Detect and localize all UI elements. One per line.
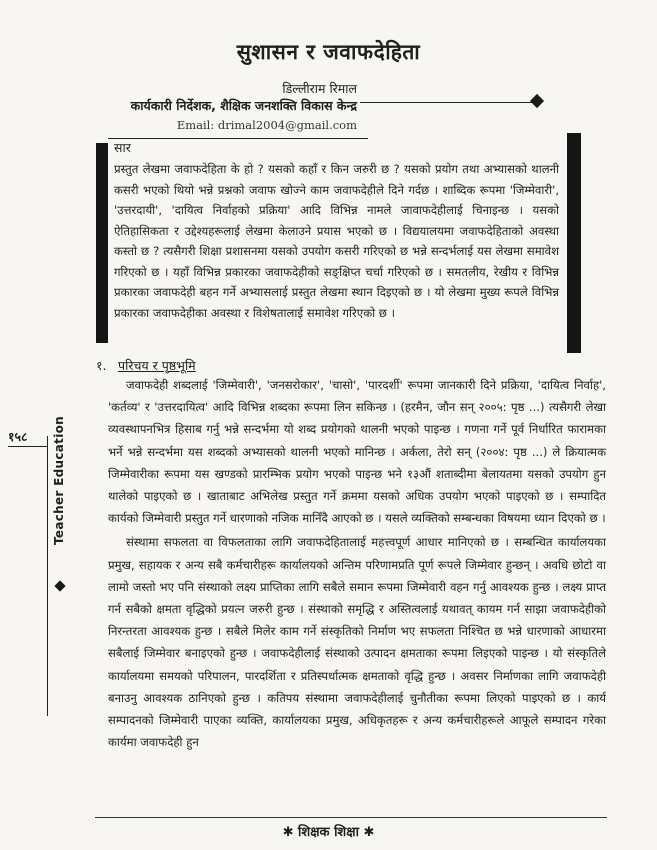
abstract-right-bar <box>567 133 581 353</box>
section-number: १. <box>96 358 107 373</box>
paragraph: जवाफदेही शब्दलाई 'जिम्मेवारी', 'जनसरोकार', 'चासो', 'पारदर्शी' रूपमा जानकारी दिने प्रक्रिया, 'दायित्व निर्वाह', 'कर्तव्य' र 'उत्तरदायित्व' आदि विभिन्न शब्दका रूपमा लिन सकिन्छ । (हरमैन, जौन सन् २००५: पृष्ठ ...) त्यसैगरी लेखा व्यवस्थापनभित्र हिसाब गर्नु भन्ने सन्दर्भमा यो शब्द प्रयोगको थालनी भएको पाइन्छ । गणना गर्ने पूर्व निर्धारित फारामका भर्ने भन्ने सन्दर्भमा यस शब्दको अभ्यासको थालनी भएको मानिन्छ । अर्कला, तेरो सन् (२००४: पृष्ठ ...) ले क्रियात्मक जिम्मेवारीका रूपमा यस खण्डको प्रारम्भिक प्रयोग भएको पाइन्छ भने १३औं शताब्दीमा बेलायतमा यसको उपयोग हुन थालेको पाइएको छ । खाताबाट अभिलेख प्रस्तुत गर्ने क्रममा यसको अधिक उपयोग भएको पाइएको छ । सम्पादित कार्यको जिम्मेवारी प्रस्तुत गर्ने धारणाको नजिक मानिँदै आएको छ । यसले व्यक्तिको सम्बन्धका विषयमा ध्यान दिएको छ । <box>108 378 606 526</box>
footer-rule <box>95 817 607 818</box>
paragraph: संस्थामा सफलता वा विफलताका लागि जवाफदेहितालाई महत्त्वपूर्ण आधार मानिएको छ । सम्बन्धित कार्यालयका प्रमुख, सहायक र अन्य सबै कर्मचारीहरू कार्यालयको अन्तिम परिणामप्रति पूर्ण रूपले जिम्मेवार हुन्छन् । अवधि छोटो वा लामो जस्तो भए पनि संस्थाको लक्ष्य प्राप्तिका लागि सबैले समान रूपमा जिम्मेवारी वहन गर्नु आवश्यक हुन्छ । लक्ष्य प्राप्त गर्न सबैको क्षमता वृद्धिको प्रयत्न जरुरी हुन्छ । संस्थाको समृद्धि र अस्तित्वलाई यथावत् कायम गर्न साझा जवाफदेहीको निरन्तरता आवश्यक हुन्छ । सबैले मिलेर काम गर्ने संस्कृतिको निर्माण भए सफलता निश्चित छ भन्ने धारणाको आधारमा सबैलाई जिम्मेवार बनाइएको हुन्छ । जवाफदेहीलाई संस्थाको उत्पादन क्षमताका रूपमा लिइएको पाइन्छ । यो संस्कृतिले कार्यालयमा समयको परिपालन, पारदर्शिता र प्रतिस्पर्धात्मक क्षमताको वृद्धि हुन्छ । अवसर निर्माणका लागि जवाफदेही बनाउनु आवश्यक ठानिएको हुन्छ । कतिपय संस्थामा जवाफदेहीलाई चुनौतीका रूपमा लिएको पाइएको छ । कार्य सम्पादनको जिम्मेवारी पाएका व्यक्ति, कार्यालयका प्रमुख, अधिकृतहरू र अन्य कर्मचारीहरूले आफूले सम्पादन गरेका कार्यमा जवाफदेही हुन <box>108 535 606 750</box>
margin-diamond-ornament <box>54 580 65 591</box>
page-number-rule <box>8 446 48 447</box>
body-text <box>108 374 606 753</box>
affiliation-rule <box>360 102 532 103</box>
author-email: Email: drimal2004@gmail.com <box>176 118 357 132</box>
article-title: सुशासन र जवाफदेहिता <box>236 40 421 64</box>
abstract-left-bar <box>96 143 108 343</box>
journal-footer: ✱ शिक्षक शिक्षा ✱ <box>282 825 375 840</box>
abstract-text: प्रस्तुत लेखमा जवाफदेहिता के हो ? यसको कहाँ र किन जरुरी छ ? यसको प्रयोग तथा अभ्यासको थालनी कसरी भएको थियो भन्ने प्रश्नको जवाफ खोज्ने काम जवाफदेहीले दिने गर्दछ । शाब्दिक रूपमा 'जिम्मेवारी', 'उत्तरदायी', 'दायित्व निर्वाहको प्रक्रिया' आदि विभिन्न नामले जावाफदेहीलाई चिनाइन्छ । यसको ऐतिहासिकता र उद्देश्यहरूलाई लेखमा केलाउने प्रयास भएको छ । विद्ययालयमा जवाफदेहिताको अवस्था कस्तो छ ? त्यसैगरी शिक्षा प्रशासनमा यसको उपयोग कसरी गरिएको छ भन्ने सन्दर्भलाई यस लेखमा समावेश गरिएको छ । यहाँ विभिन्न प्रकारका जवाफदेहीको सङ्क्षिप्त चर्चा गरिएको छ । समतलीय, रेखीय र विभिन्न प्रकारका जवाफदेही बहन गर्ने अभ्यासलाई प्रस्तुत लेखमा स्थान दिइएको छ । यो लेखमा मुख्य रूपले विभिन्न प्रकारका जवाफदेहीका अवस्था र विशेषतालाई समावेश गरिएको छ । <box>114 162 559 320</box>
diamond-ornament <box>530 94 544 108</box>
page-number: १५८ <box>8 429 28 444</box>
journal-side-label: Teacher Education <box>52 416 66 545</box>
abstract-label: सार <box>114 140 131 155</box>
abstract-box <box>96 133 581 353</box>
author-name: डिल्लीराम रिमाल <box>282 81 357 96</box>
section-title: परिचय र पृष्ठभूमि <box>118 358 196 373</box>
author-affiliation: कार्यकारी निर्देशक, शैक्षिक जनशक्ति विकास केन्द्र <box>130 98 357 113</box>
margin-rule <box>47 436 48 716</box>
